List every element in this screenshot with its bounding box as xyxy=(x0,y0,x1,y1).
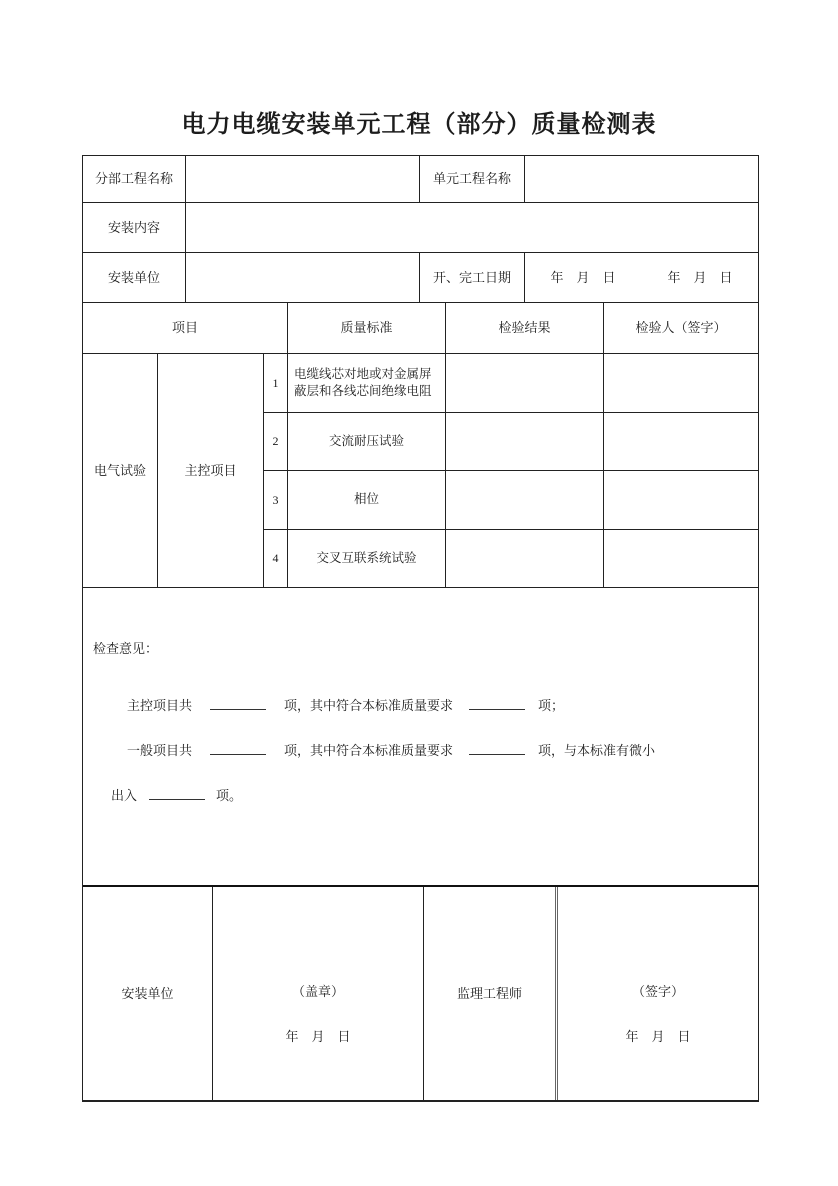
item-2-result-input-cell[interactable] xyxy=(446,413,604,471)
column-header-item: 项目 xyxy=(83,303,288,353)
opinion-line3-prefix: 出入 xyxy=(111,788,138,803)
row-install-content xyxy=(83,203,758,253)
item-2-inspector-input-cell[interactable] xyxy=(604,413,758,471)
footer-installer-label: 安装单位 xyxy=(83,887,213,1100)
signature-row xyxy=(83,887,758,1100)
main-items-count-blank[interactable] xyxy=(210,697,266,710)
item-1-number: 1 xyxy=(264,354,288,412)
grid-header-row xyxy=(83,303,758,354)
opinion-line1-mid: 项，其中符合本标准质量要求 xyxy=(284,698,454,713)
end-date-text: 年 月 日 xyxy=(667,269,733,285)
opinion-line2-prefix: 一般项目共 xyxy=(127,743,193,758)
item-3-inspector-input-cell[interactable] xyxy=(604,471,758,529)
dates-input-cell[interactable] xyxy=(525,253,758,302)
install-content-label: 安装内容 xyxy=(83,203,186,252)
group-cell: 主控项目 xyxy=(158,354,264,587)
installer-stamp-cell[interactable] xyxy=(213,887,424,1100)
items-block xyxy=(264,354,758,587)
opinion-line-general-items xyxy=(127,740,655,759)
stamp-label: （盖章） xyxy=(291,984,344,999)
row-project-names xyxy=(83,156,758,203)
opinion-line-deviation xyxy=(111,785,242,804)
division-project-label: 分部工程名称 xyxy=(83,156,186,202)
item-4-standard: 交叉互联系统试验 xyxy=(288,530,446,588)
page-title: 电力电缆安装单元工程（部分）质量检测表 xyxy=(181,112,657,138)
opinion-line2-suffix: 项，与本标准有微小 xyxy=(538,743,656,758)
item-4-inspector-input-cell[interactable] xyxy=(604,530,758,588)
item-4-number: 4 xyxy=(264,530,288,588)
install-unit-label: 安装单位 xyxy=(83,253,186,302)
grid-body xyxy=(83,354,758,588)
item-1-inspector-input-cell[interactable] xyxy=(604,354,758,412)
general-items-count-blank[interactable] xyxy=(210,742,266,755)
item-1-standard: 电缆线芯对地或对金属屏蔽层和各线芯间绝缘电阻 xyxy=(288,354,446,412)
unit-project-label: 单元工程名称 xyxy=(420,156,525,202)
item-row-3 xyxy=(264,471,758,530)
install-content-input-cell[interactable] xyxy=(186,203,758,252)
date-pair xyxy=(550,269,732,287)
opinion-line1-prefix: 主控项目共 xyxy=(127,698,193,713)
unit-project-input-cell[interactable] xyxy=(525,156,758,202)
sign-date-text: 年 月 日 xyxy=(625,1029,691,1044)
item-3-standard: 相位 xyxy=(288,471,446,529)
row-install-unit xyxy=(83,253,758,303)
dates-label: 开、完工日期 xyxy=(420,253,525,302)
opinion-line1-suffix: 项； xyxy=(538,698,565,713)
column-header-standard: 质量标准 xyxy=(288,303,446,353)
column-header-result: 检验结果 xyxy=(446,303,604,353)
item-3-result-input-cell[interactable] xyxy=(446,471,604,529)
inspection-opinion-section xyxy=(83,588,758,887)
general-items-pass-blank[interactable] xyxy=(469,742,525,755)
quality-inspection-form xyxy=(82,155,759,1102)
opinion-line2-mid: 项，其中符合本标准质量要求 xyxy=(284,743,454,758)
item-row-2 xyxy=(264,413,758,472)
item-4-result-input-cell[interactable] xyxy=(446,530,604,588)
main-items-pass-blank[interactable] xyxy=(469,697,525,710)
opinion-line-main-items xyxy=(127,695,564,714)
item-row-4 xyxy=(264,530,758,588)
item-3-number: 3 xyxy=(264,471,288,529)
supervisor-label: 监理工程师 xyxy=(424,887,558,1100)
start-date-text: 年 月 日 xyxy=(550,269,616,285)
division-project-input-cell[interactable] xyxy=(186,156,420,202)
category-cell: 电气试验 xyxy=(83,354,158,587)
item-2-number: 2 xyxy=(264,413,288,471)
sign-label: （签字） xyxy=(631,984,684,999)
opinion-heading: 检查意见： xyxy=(93,641,159,656)
stamp-date-text: 年 月 日 xyxy=(285,1029,351,1044)
item-row-1 xyxy=(264,354,758,413)
install-unit-input-cell[interactable] xyxy=(186,253,420,302)
item-1-result-input-cell[interactable] xyxy=(446,354,604,412)
supervisor-sign-cell[interactable] xyxy=(558,887,758,1100)
opinion-line3-suffix: 项。 xyxy=(216,788,243,803)
item-2-standard: 交流耐压试验 xyxy=(288,413,446,471)
column-header-inspector: 检验人（签字） xyxy=(635,320,727,336)
deviation-count-blank[interactable] xyxy=(149,787,205,800)
